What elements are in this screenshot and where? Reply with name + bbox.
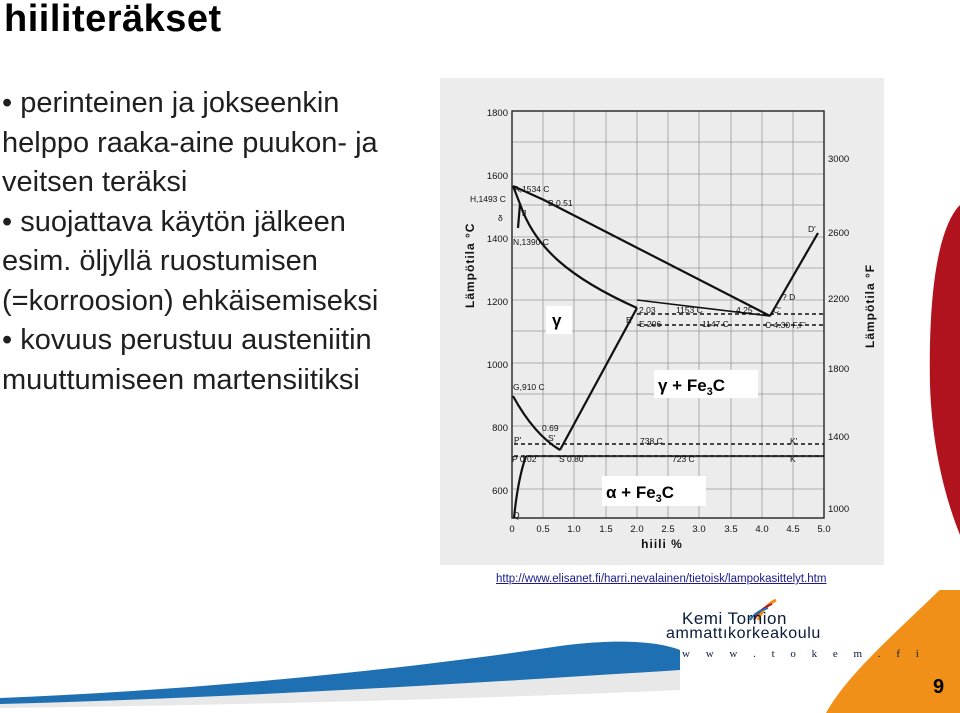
logo-line-3: w w w . t o k e m . f i bbox=[682, 648, 926, 660]
alpha-fe3c-text: $\alpha + Fe_3C$ bbox=[606, 483, 675, 505]
source-link[interactable]: http://www.elisanet.fi/harri.nevalainen/tietoisk/lampokasittelyt.htm bbox=[496, 573, 827, 585]
y-axis-title: Lämpötila °C bbox=[463, 222, 477, 308]
celsius-tick: 1800 bbox=[486, 108, 508, 119]
fahrenheit-tick: 1000 bbox=[828, 504, 850, 515]
x-tick: 3.5 bbox=[724, 524, 738, 535]
point-label: A,1534 C bbox=[514, 184, 550, 194]
alpha-fe3c-label bbox=[602, 476, 706, 506]
celsius-tick: 1000 bbox=[486, 360, 508, 371]
cementite-liquidus-line bbox=[770, 233, 818, 316]
x-tick: 1.5 bbox=[599, 524, 613, 535]
point-label: K bbox=[790, 454, 796, 464]
celsius-tick: 1400 bbox=[486, 234, 508, 245]
x-tick: 3.0 bbox=[692, 524, 706, 535]
bullet-line: muuttumiseen martensiitiksi bbox=[2, 363, 360, 396]
point-label: N,1390 C bbox=[513, 237, 549, 247]
logo-line-1: Kemi Tornion bbox=[682, 609, 787, 628]
fahrenheit-tick: 2200 bbox=[828, 294, 850, 305]
point-label: E 206 bbox=[639, 319, 662, 329]
page-number: 9 bbox=[933, 676, 945, 698]
gamma-phase-text: γ bbox=[552, 311, 562, 330]
x-tick: 5.0 bbox=[817, 524, 831, 535]
point-label: K' bbox=[790, 436, 798, 446]
x-tick: 4.5 bbox=[786, 524, 800, 535]
point-label: D' bbox=[808, 224, 816, 234]
slide-title: hiiliteräkset bbox=[4, 0, 222, 40]
fahrenheit-tick: 3000 bbox=[828, 154, 850, 165]
point-label: 4.25 bbox=[736, 305, 753, 315]
point-label: G,910 C bbox=[513, 382, 545, 392]
celsius-tick: 800 bbox=[492, 423, 508, 434]
bullet-line: (=korroosion) ehkäisemiseksi bbox=[2, 284, 379, 317]
point-label: H,1493 C bbox=[470, 194, 506, 204]
point-label: C' bbox=[773, 305, 781, 315]
phase-boundaries bbox=[513, 186, 818, 518]
school-logo bbox=[662, 598, 926, 668]
gamma-fe3c-text: $\gamma + Fe_3C$ bbox=[658, 376, 726, 398]
point-label: 0.69 bbox=[542, 423, 559, 433]
bullet-line: • perinteinen ja jokseenkin bbox=[2, 87, 340, 119]
celsius-tick: 1200 bbox=[486, 297, 508, 308]
red-swoosh bbox=[920, 205, 960, 535]
point-label: J bbox=[522, 208, 527, 218]
celsius-tick: 1600 bbox=[486, 171, 508, 182]
point-label: S' bbox=[548, 433, 556, 443]
logo-line-2: ammattıkorkeakoulu bbox=[666, 625, 821, 642]
bullet-line: veitsen teräksi bbox=[2, 166, 188, 198]
gamma-label bbox=[546, 306, 572, 334]
gamma-fe3c-label bbox=[654, 370, 758, 398]
x-axis-title: hiili % bbox=[641, 537, 683, 551]
x-tick: 0.5 bbox=[536, 524, 550, 535]
x-tick: 2.0 bbox=[630, 524, 644, 535]
x-tick: 1.0 bbox=[567, 524, 581, 535]
point-label: Q bbox=[513, 510, 520, 520]
y2-axis-title: Lämpötila °F bbox=[863, 263, 877, 348]
point-label: 1153 C bbox=[676, 305, 703, 315]
phase-diagram-svg bbox=[440, 78, 884, 565]
bullet-list bbox=[2, 84, 434, 400]
point-label: P' bbox=[514, 435, 522, 445]
fahrenheit-tick: 1400 bbox=[828, 432, 850, 443]
point-label: E' bbox=[626, 315, 634, 325]
x-tick: 0 bbox=[509, 524, 515, 535]
bullet-line: helppo raaka-aine puukon- ja bbox=[2, 126, 378, 159]
bullet-line: • kovuus perustuu austeniitin bbox=[2, 324, 372, 356]
iron-carbon-phase-diagram bbox=[440, 78, 884, 565]
point-label: P 0.02 bbox=[512, 454, 537, 464]
x-tick: 4.0 bbox=[755, 524, 769, 535]
x-tick: 2.5 bbox=[661, 524, 675, 535]
fahrenheit-tick: 1800 bbox=[828, 364, 850, 375]
point-label: 2.03 bbox=[639, 305, 656, 315]
bullet-line: • suojattava käytön jälkeen bbox=[2, 205, 346, 238]
solvus-line bbox=[514, 456, 526, 518]
bullet-line: esim. öljyllä ruostumisen bbox=[2, 245, 318, 277]
fahrenheit-tick: 2600 bbox=[828, 228, 850, 239]
point-label: C 4.30 F,F' bbox=[765, 320, 806, 330]
point-label: 723 C bbox=[672, 454, 695, 464]
point-label: 738 C bbox=[640, 436, 663, 446]
solidus-line bbox=[520, 204, 637, 308]
point-label: ? D bbox=[782, 292, 796, 302]
point-label: δ bbox=[498, 213, 503, 223]
point-label: B 0.51 bbox=[548, 198, 573, 208]
celsius-tick: 600 bbox=[492, 486, 508, 497]
point-label: S 0.80 bbox=[559, 454, 584, 464]
point-label: 1147 C bbox=[702, 319, 729, 329]
